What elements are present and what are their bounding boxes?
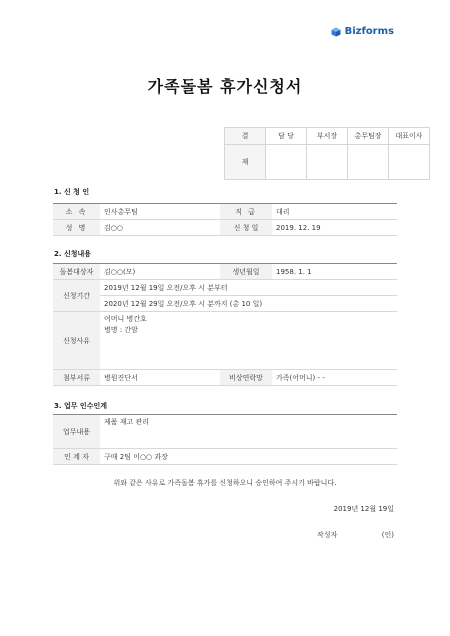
field-label: 직 급 xyxy=(220,204,272,220)
field-label: 신청사유 xyxy=(53,312,100,370)
section-heading-handover: 3. 업무 인수인계 xyxy=(54,402,107,410)
declaration-text: 위와 같은 사유로 가족돌봄 휴가를 신청하오니 승인하여 주시기 바랍니다. xyxy=(113,479,337,487)
approval-role: 대표이사 xyxy=(389,128,430,145)
field-label: 생년월일 xyxy=(220,264,272,280)
signature-cell[interactable] xyxy=(389,145,430,180)
signature-date[interactable]: 2019년 12월 19일 xyxy=(333,505,394,513)
approval-role: 총무팀장 xyxy=(348,128,389,145)
approval-role: 부서장 xyxy=(307,128,348,145)
care-target-value[interactable]: 김○○(모) xyxy=(100,264,220,280)
applicant-table xyxy=(53,203,397,236)
field-label: 소 속 xyxy=(53,204,100,220)
brand-logo xyxy=(331,26,394,37)
field-label: 성 명 xyxy=(53,220,100,236)
dept-value[interactable]: 인사총무팀 xyxy=(100,204,220,220)
field-label: 신청기간 xyxy=(53,280,100,312)
field-label: 신 청 일 xyxy=(220,220,272,236)
work-content-value[interactable]: 제품 재고 관리 xyxy=(100,415,397,449)
approval-role: 담 당 xyxy=(266,128,307,145)
request-table xyxy=(53,263,397,386)
reason-line: 병명 : 간암 xyxy=(104,326,138,334)
emergency-contact-value[interactable]: 가족(어머니) - - xyxy=(272,370,397,386)
reason-line: 어머니 병간호 xyxy=(104,315,147,323)
apply-date-value[interactable]: 2019. 12. 19 xyxy=(272,220,397,236)
period-end-value[interactable]: 2020년 12월 29일 오전/오후 시 분까지 (총 10 일) xyxy=(100,296,397,312)
field-label: 인 계 자 xyxy=(53,449,100,465)
signature-cell[interactable] xyxy=(348,145,389,180)
applicant-signature[interactable]: 작성자 (인) xyxy=(316,531,394,539)
rank-value[interactable]: 대리 xyxy=(272,204,397,220)
approval-gyeol: 결 xyxy=(225,128,266,145)
signature-cell[interactable] xyxy=(266,145,307,180)
document-title: 가족돌봄 휴가신청서 xyxy=(147,77,303,96)
field-label: 비상연락망 xyxy=(220,370,272,386)
brand-name: Bizforms xyxy=(344,26,394,37)
reason-value[interactable] xyxy=(100,312,397,370)
approval-box xyxy=(224,127,430,180)
birth-date-value[interactable]: 1958. 1. 1 xyxy=(272,264,397,280)
signature-cell[interactable] xyxy=(307,145,348,180)
period-start-value[interactable]: 2019년 12월 19일 오전/오후 시 분부터 xyxy=(100,280,397,296)
field-label: 돌봄대상자 xyxy=(53,264,100,280)
attachment-value[interactable]: 병원진단서 xyxy=(100,370,220,386)
field-label: 업무내용 xyxy=(53,415,100,449)
cube-icon xyxy=(331,27,341,37)
handover-person-value[interactable]: 구매 2팀 이○○ 과장 xyxy=(100,449,397,465)
section-heading-request: 2. 신청내용 xyxy=(54,250,92,258)
section-heading-applicant: 1. 신 청 인 xyxy=(54,188,90,196)
field-label: 첨부서류 xyxy=(53,370,100,386)
name-value[interactable]: 김○○ xyxy=(100,220,220,236)
approval-jae: 재 xyxy=(225,145,266,180)
handover-table xyxy=(53,414,397,465)
